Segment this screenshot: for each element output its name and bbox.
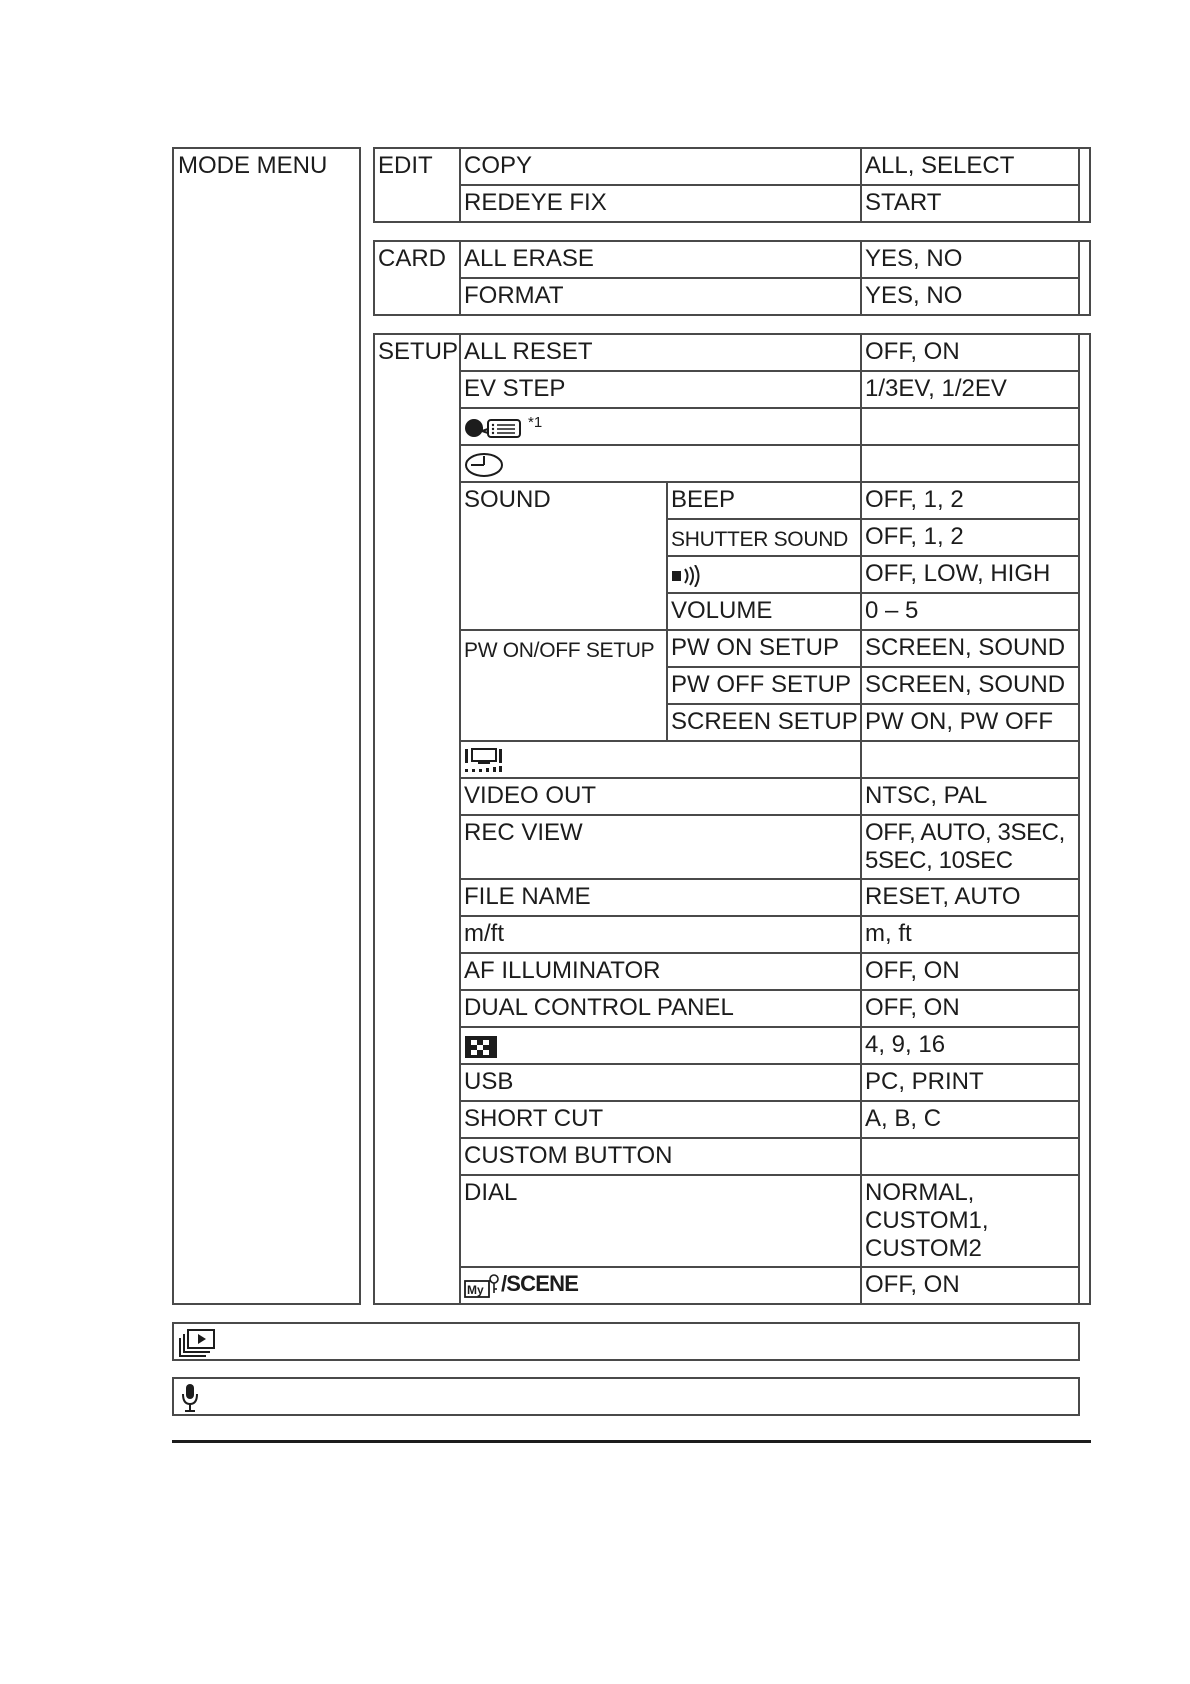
sound-volume-sub: VOLUME bbox=[666, 592, 862, 631]
setup-monitor-value bbox=[860, 740, 1080, 779]
setup-dial-value: NORMAL, CUSTOM1, CUSTOM2 bbox=[860, 1174, 1080, 1268]
setup-file-name-value: RESET, AUTO bbox=[860, 878, 1080, 917]
voice-memo-row bbox=[172, 1377, 1080, 1416]
setup-sound-item: SOUND bbox=[459, 481, 668, 631]
svg-text:My: My bbox=[467, 1283, 484, 1297]
card-all-erase-value: YES, NO bbox=[860, 240, 1080, 279]
sound-shutter-sub: SHUTTER SOUND bbox=[666, 518, 862, 557]
language-icon bbox=[464, 415, 526, 441]
screen-setup-value: PW ON, PW OFF bbox=[860, 703, 1080, 742]
card-all-erase-item: ALL ERASE bbox=[459, 240, 862, 279]
setup-af-illuminator-item: AF ILLUMINATOR bbox=[459, 952, 862, 991]
setup-language-value bbox=[860, 407, 1080, 446]
bottom-rule bbox=[172, 1440, 1091, 1443]
pw-off-setup-sub: PW OFF SETUP bbox=[666, 666, 862, 705]
setup-usb-item: USB bbox=[459, 1063, 862, 1102]
sound-beep-sub: BEEP bbox=[666, 481, 862, 520]
setup-dual-control-value: OFF, ON bbox=[860, 989, 1080, 1028]
setup-file-name-item: FILE NAME bbox=[459, 878, 862, 917]
setup-pw-item: PW ON/OFF SETUP bbox=[459, 629, 668, 742]
edit-redeye-item: REDEYE FIX bbox=[459, 184, 862, 223]
setup-ev-step-item: EV STEP bbox=[459, 370, 862, 409]
setup-m-ft-item: m/ft bbox=[459, 915, 862, 954]
setup-rec-view-value: OFF, AUTO, 3SEC, 5SEC, 10SEC bbox=[860, 814, 1080, 880]
setup-my-scene-value: OFF, ON bbox=[860, 1266, 1080, 1305]
mode-menu-column bbox=[172, 147, 361, 1305]
sound-shutter-value: OFF, 1, 2 bbox=[860, 518, 1080, 557]
setup-dial-item: DIAL bbox=[459, 1174, 862, 1268]
card-format-item: FORMAT bbox=[459, 277, 862, 316]
card-format-value: YES, NO bbox=[860, 277, 1080, 316]
sound-volume-value: 0 – 5 bbox=[860, 592, 1080, 631]
setup-clock-value bbox=[860, 444, 1080, 483]
clock-icon bbox=[464, 452, 504, 478]
setup-clock-item bbox=[459, 444, 862, 483]
mode-menu-label: MODE MENU bbox=[178, 152, 328, 179]
monitor-brightness-icon bbox=[464, 747, 504, 775]
setup-rec-view-item: REC VIEW bbox=[459, 814, 862, 880]
slideshow-icon bbox=[178, 1329, 216, 1357]
setup-all-reset-item: ALL RESET bbox=[459, 333, 862, 372]
setup-custom-button-item: CUSTOM BUTTON bbox=[459, 1137, 862, 1176]
setup-custom-button-value bbox=[860, 1137, 1080, 1176]
setup-short-cut-value: A, B, C bbox=[860, 1100, 1080, 1139]
setup-video-out-item: VIDEO OUT bbox=[459, 777, 862, 816]
setup-index-value: 4, 9, 16 bbox=[860, 1026, 1080, 1065]
setup-ev-step-value: 1/3EV, 1/2EV bbox=[860, 370, 1080, 409]
pw-off-setup-value: SCREEN, SOUND bbox=[860, 666, 1080, 705]
microphone-icon bbox=[180, 1383, 200, 1413]
sound-speaker-value: OFF, LOW, HIGH bbox=[860, 555, 1080, 594]
my-mode-icon bbox=[464, 1273, 500, 1299]
setup-language-item bbox=[459, 407, 862, 446]
language-footnote: *1 bbox=[528, 414, 543, 431]
setup-usb-value: PC, PRINT bbox=[860, 1063, 1080, 1102]
edit-copy-value: ALL, SELECT bbox=[860, 147, 1080, 186]
setup-monitor-item bbox=[459, 740, 862, 779]
setup-label: SETUP bbox=[373, 333, 461, 1305]
sound-speaker-sub bbox=[666, 555, 862, 594]
setup-all-reset-value: OFF, ON bbox=[860, 333, 1080, 372]
edit-copy-item: COPY bbox=[459, 147, 862, 186]
speaker-icon bbox=[671, 565, 707, 587]
setup-short-cut-item: SHORT CUT bbox=[459, 1100, 862, 1139]
setup-video-out-value: NTSC, PAL bbox=[860, 777, 1080, 816]
index-grid-icon bbox=[464, 1035, 498, 1059]
my-scene-label: /SCENE bbox=[501, 1271, 579, 1296]
pw-on-setup-value: SCREEN, SOUND bbox=[860, 629, 1080, 668]
slideshow-row bbox=[172, 1322, 1080, 1361]
setup-index-item bbox=[459, 1026, 862, 1065]
pw-on-setup-sub: PW ON SETUP bbox=[666, 629, 862, 668]
edit-redeye-value: START bbox=[860, 184, 1080, 223]
setup-m-ft-value: m, ft bbox=[860, 915, 1080, 954]
card-label: CARD bbox=[373, 240, 461, 316]
sound-beep-value: OFF, 1, 2 bbox=[860, 481, 1080, 520]
edit-label: EDIT bbox=[373, 147, 461, 223]
setup-af-illuminator-value: OFF, ON bbox=[860, 952, 1080, 991]
screen-setup-sub: SCREEN SETUP bbox=[666, 703, 862, 742]
setup-my-scene-item bbox=[459, 1266, 862, 1305]
setup-dual-control-item: DUAL CONTROL PANEL bbox=[459, 989, 862, 1028]
